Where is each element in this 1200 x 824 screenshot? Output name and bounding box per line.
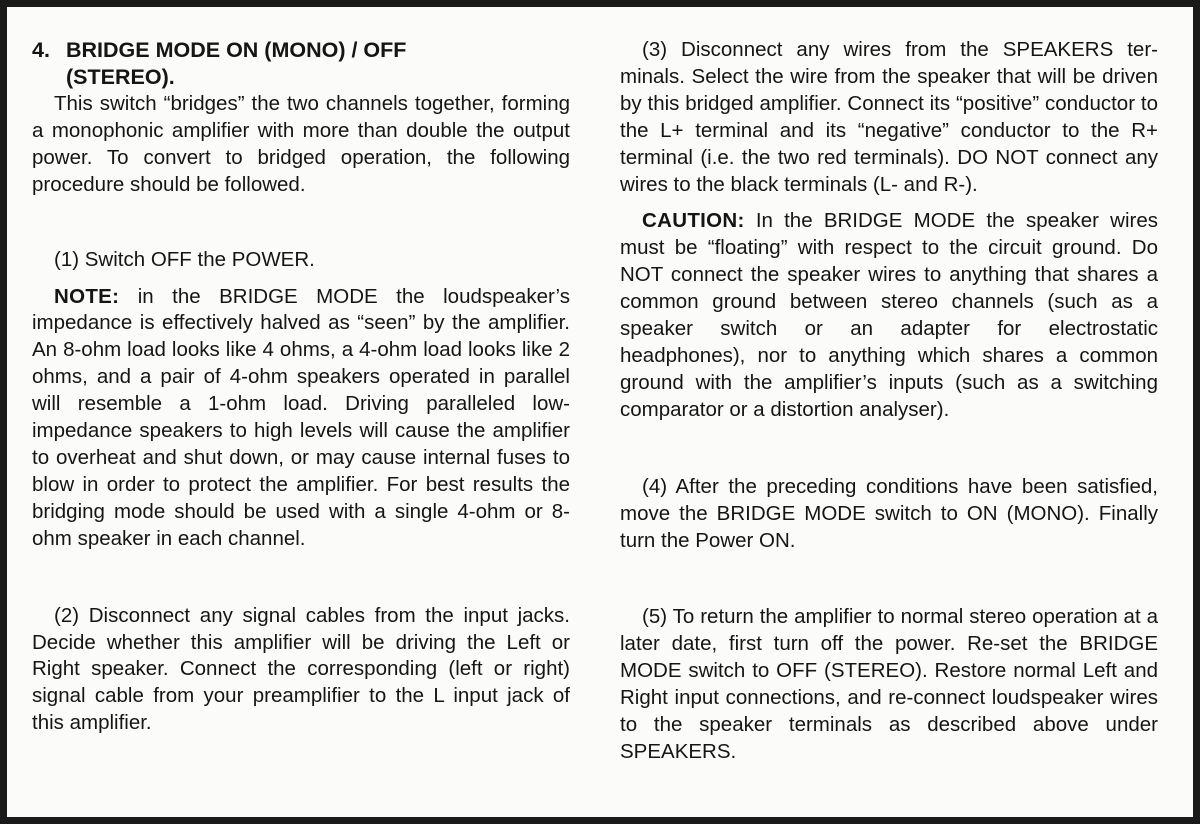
intro-paragraph: This switch “bridges” the two channels together, forming a monophonic amplifier with more than double the output power. To convert to bridged operation, the following procedure should be followed. bbox=[32, 92, 570, 196]
step-4: (4) After the preceding conditions have been satisfied, move the BRIDGE MODE switch to ON (MONO). Finally turn the Power ON. bbox=[620, 474, 1158, 552]
note-paragraph bbox=[32, 284, 570, 553]
section-title-line2: (STEREO). bbox=[66, 65, 175, 89]
caution-text: In the BRIDGE MODE the speaker wires must be “floating” with respect to the circuit ground. Do NOT connect the speaker wires to anything that shares a common ground between stereo channels (such as a speaker switch or an adapter for electrostatic headphones), nor to anything which shares a common ground with the amplifier’s inputs (such as a switching comparator or a distortion analyser). bbox=[620, 209, 1158, 421]
manual-page bbox=[7, 7, 1193, 817]
step-2: (2) Disconnect any signal cables from the input jacks. Decide whether this amplifier will be driving the Left or Right speaker. Connect the corresponding (left or right) signal cable from your preamplifier to the L input jack of this amplifier. bbox=[32, 603, 570, 735]
section-number: 4. bbox=[32, 38, 50, 62]
note-text: in the BRIDGE MODE the loudspeaker’s impedance is effectively halved as “seen” by the amplifier. An 8-ohm load looks like 4 ohms, a 4-ohm load looks like 2 ohms, and a pair of 4-ohm speakers operated in parallel will resemble a 1-ohm load. Driving paralleled low-impedance speakers to high levels will cause the amplifier to overheat and shut down, or may cause internal fuses to blow in order to protect the amplifier. For best results the bridging mode should be used with a single 4-ohm or 8-ohm speaker in each channel. bbox=[32, 284, 570, 550]
right-column bbox=[620, 37, 1158, 766]
left-column bbox=[32, 37, 570, 737]
section-title-line1: BRIDGE MODE ON (MONO) / OFF bbox=[66, 38, 407, 62]
caution-label: CAUTION: bbox=[642, 209, 745, 233]
step-5: (5) To return the amplifier to normal stereo operation at a later date, first turn off the power. Re-set the BRIDGE MODE switch to OFF (STEREO). Restore normal Left and Right input connections, and re-connect loudspeaker wires to the speaker terminals as described above under SPEAKERS. bbox=[620, 605, 1158, 763]
section-heading bbox=[32, 37, 570, 91]
caution-paragraph bbox=[620, 208, 1158, 423]
step-1: (1) Switch OFF the POWER. bbox=[54, 247, 315, 271]
step-3: (3) Disconnect any wires from the SPEAKERS terminals. Select the wire from the speaker that will be driven by this bridged amplifier. Connect its “positive” conductor to the L+ terminal and its “negative” conductor to the R+ terminal (i.e. the two red terminals). DO NOT connect any wires to the black terminals (L- and R-). bbox=[620, 38, 1158, 196]
note-label: NOTE: bbox=[54, 284, 120, 308]
